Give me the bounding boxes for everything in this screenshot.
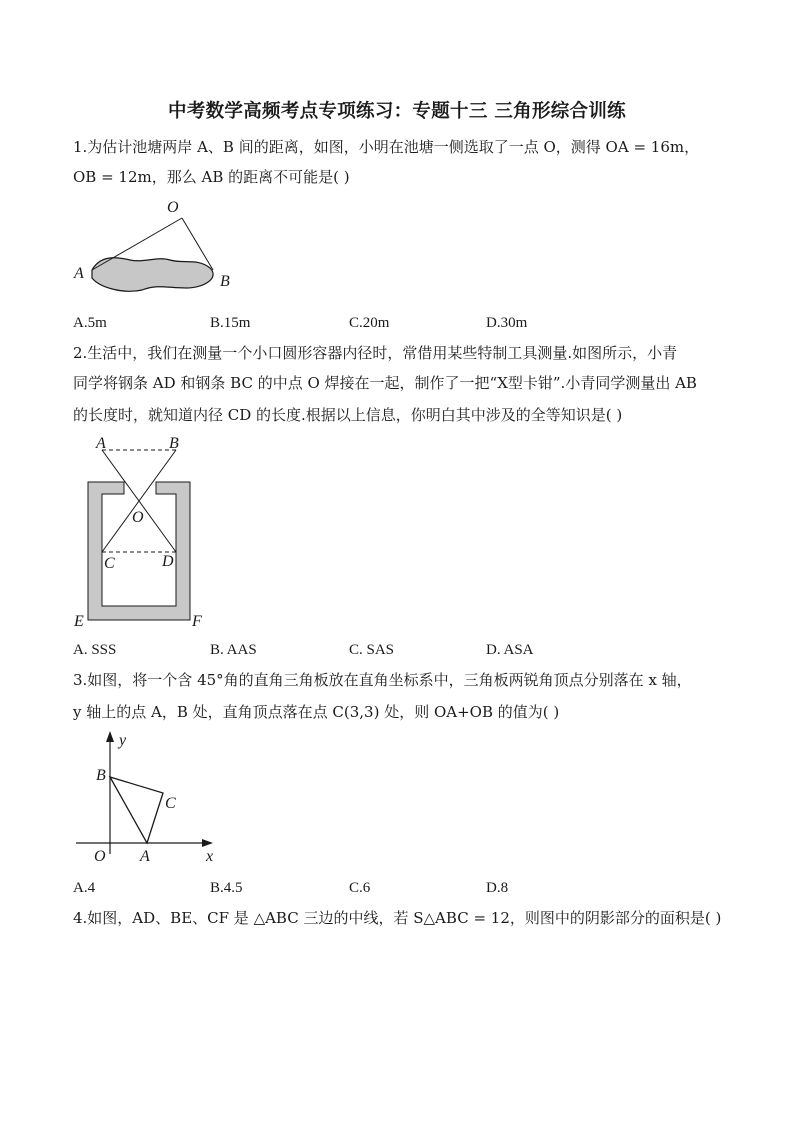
q1-text-line2: OB = 12m，那么 AB 的距离不可能是( ): [73, 168, 350, 186]
q3-options: [73, 880, 733, 900]
label-x: x: [206, 848, 214, 865]
q2-text-line2: 同学将钢条 AD 和钢条 BC 的中点 O 焊接在一起，制作了一把“X型卡钳”.小青同学测量出 AB: [73, 374, 697, 392]
page-title: 中考数学高频考点专项练习：专题十三 三角形综合训练: [168, 101, 626, 122]
label-f: F: [192, 613, 202, 630]
q1-option-a[interactable]: A.5m: [73, 315, 107, 331]
q3-text-line2: y 轴上的点 A，B 处，直角顶点落在点 C(3,3) 处，则 OA+OB 的值为( ): [73, 703, 560, 721]
label-y: y: [119, 732, 127, 749]
label-o: O: [94, 848, 106, 865]
q1-option-b[interactable]: B.15m: [210, 315, 251, 331]
q2-option-c[interactable]: C. SAS: [349, 642, 395, 658]
q3-option-c[interactable]: C.6: [349, 880, 371, 896]
q3-text-line1: 3.如图，将一个含 45°角的直角三角板放在直角坐标系中，三角板两锐角顶点分别落在 x 轴，: [73, 671, 692, 689]
q3-option-b[interactable]: B.4.5: [210, 880, 243, 896]
label-b: B: [220, 273, 230, 290]
label-o: O: [167, 199, 179, 216]
label-a: A: [74, 265, 84, 282]
triangle-abc: [110, 777, 163, 843]
label-c: C: [104, 555, 115, 572]
label-b: B: [96, 767, 106, 784]
q4-text-line1: 4.如图，AD、BE、CF 是 △ABC 三边的中线，若 S△ABC = 12，则图中的阴影部分的面积是( ): [73, 909, 722, 927]
x-axis-arrow: [202, 839, 213, 847]
q3-option-d[interactable]: D.8: [486, 880, 509, 896]
q3-option-a[interactable]: A.4: [73, 880, 96, 896]
q3-coordinate-figure: [70, 728, 230, 868]
label-d: D: [162, 553, 174, 570]
q1-pond-figure: [70, 192, 230, 302]
q2-caliper-figure: [70, 432, 210, 632]
q2-option-a[interactable]: A. SSS: [73, 642, 117, 658]
q1-option-d[interactable]: D.30m: [486, 315, 528, 331]
label-b: B: [169, 435, 179, 452]
q1-text-line1: 1.为估计池塘两岸 A、B 间的距离，如图，小明在池塘一侧选取了一点 O，测得 OA = 16m，: [73, 138, 700, 156]
q1-option-c[interactable]: C.20m: [349, 315, 390, 331]
q2-text-line3: 的长度时，就知道内径 CD 的长度.根据以上信息，你明白其中涉及的全等知识是( ): [73, 406, 623, 424]
q2-option-b[interactable]: B. AAS: [210, 642, 257, 658]
label-a: A: [96, 435, 106, 452]
q2-option-d[interactable]: D. ASA: [486, 642, 534, 658]
pond-shape: [92, 258, 213, 292]
label-a: A: [140, 848, 150, 865]
q2-text-line1: 2.生活中，我们在测量一个小口圆形容器内径时，常借用某些特制工具测量.如图所示，小青: [73, 344, 678, 362]
label-e: E: [74, 613, 84, 630]
label-c: C: [165, 795, 176, 812]
q1-options: [73, 315, 733, 335]
y-axis-arrow: [106, 731, 114, 742]
label-o: O: [132, 509, 144, 526]
q2-options: [73, 642, 733, 662]
